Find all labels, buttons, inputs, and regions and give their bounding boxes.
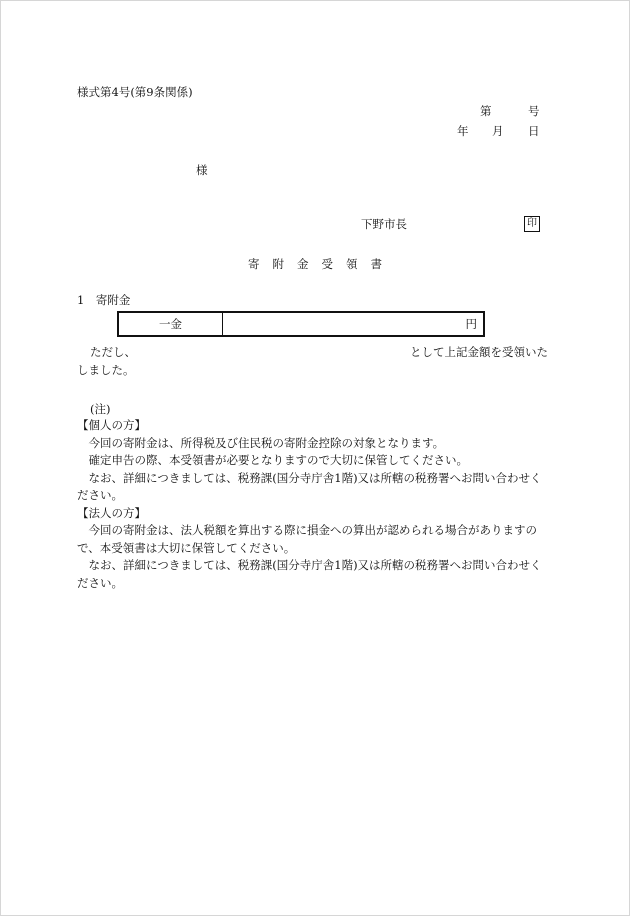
- corporate-line: なお、詳細につきましては、税務課(国分寺庁舎1階)又は所轄の税務署へお問い合わせく: [88, 558, 542, 572]
- doc-number-dai: 第: [480, 104, 492, 118]
- individual-line: 確定申告の際、本受領書が必要となりますので大切に保管してください。: [88, 453, 468, 467]
- corporate-line: で、本受領書は大切に保管してください。: [77, 540, 296, 555]
- individual-line: なお、詳細につきましては、税務課(国分寺庁舎1階)又は所轄の税務署へお問い合わせく: [88, 470, 542, 485]
- date-month: 月: [492, 124, 504, 138]
- recipient-suffix: 様: [196, 163, 208, 177]
- seal-mark: 印: [524, 216, 540, 232]
- notes-body: [77, 417, 555, 592]
- individual-heading: 【個人の方】: [77, 418, 146, 432]
- receipt-line1-left: ただし、: [90, 345, 136, 359]
- doc-number-go: 号: [528, 104, 540, 118]
- issuer-name: 下野市長: [361, 217, 407, 231]
- corporate-line: ださい。: [77, 575, 123, 590]
- date-year: 年: [457, 124, 469, 138]
- receipt-line2: しました。: [77, 363, 135, 377]
- notes-heading: (注): [90, 402, 111, 416]
- form-number: 様式第4号(第9条関係): [77, 85, 193, 99]
- date-day: 日: [528, 124, 540, 138]
- amount-table: [117, 311, 485, 337]
- amount-unit: 円: [465, 317, 477, 331]
- individual-line: ださい。: [77, 488, 123, 502]
- individual-line: 今回の寄附金は、所得税及び住民税の寄附金控除の対象となります。: [88, 435, 445, 450]
- receipt-line1-right: として上記金額を受領いた: [410, 345, 548, 359]
- document-title: 寄附金受領書: [248, 257, 395, 271]
- amount-field[interactable]: [223, 313, 483, 335]
- amount-label: 一金: [119, 313, 223, 335]
- corporate-line: 今回の寄附金は、法人税額を算出する際に損金への算出が認められる場合がありますの: [88, 523, 537, 537]
- section1-label: 1 寄附金: [77, 293, 131, 307]
- corporate-heading: 【法人の方】: [77, 505, 146, 520]
